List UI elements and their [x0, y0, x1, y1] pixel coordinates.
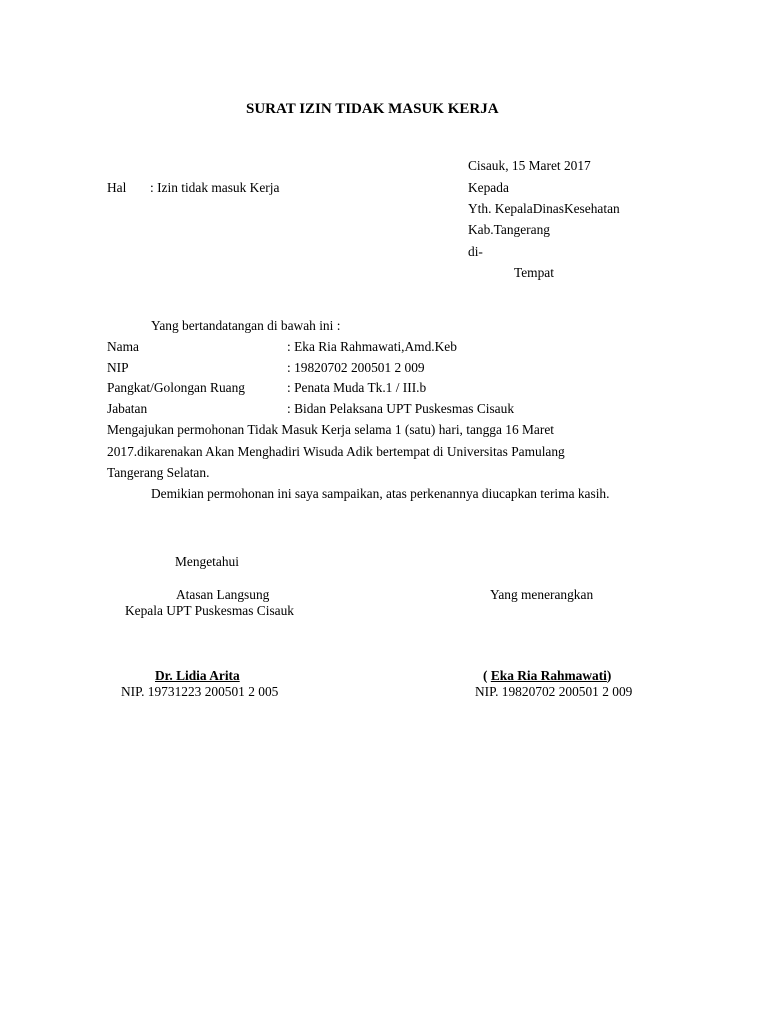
place-date: Cisauk, 15 Maret 2017 [468, 158, 591, 173]
right-name-text: Eka Ria Rahmawati [490, 668, 607, 683]
letter-title: SURAT IZIN TIDAK MASUK KERJA [246, 101, 499, 117]
recipient-to: Kepada [468, 180, 509, 195]
subject-value: : Izin tidak masuk Kerja [150, 180, 280, 195]
recipient-line-4: Tempat [514, 265, 554, 280]
field-value-nama: : Eka Ria Rahmawati,Amd.Keb [287, 339, 457, 354]
right-signer-nip: NIP. 19820702 200501 2 009 [475, 684, 633, 699]
left-role-1: Atasan Langsung [176, 587, 270, 602]
field-label-nama: Nama [107, 339, 139, 354]
field-label-pangkat: Pangkat/Golongan Ruang [107, 380, 245, 395]
right-role: Yang menerangkan [490, 587, 594, 602]
field-value-pangkat: : Penata Muda Tk.1 / III.b [287, 380, 427, 395]
body-line-1: Mengajukan permohonan Tidak Masuk Kerja selama 1 (satu) hari, tangga 16 Maret [107, 422, 554, 437]
right-name-open: ( [483, 668, 491, 683]
left-signer-name: Dr. Lidia Arita [155, 668, 240, 683]
right-signer-name [483, 669, 611, 682]
closing-text: Demikian permohonan ini saya sampaikan, atas perkenannya diucapkan terima kasih. [151, 486, 610, 501]
body-line-3: Tangerang Selatan. [107, 465, 210, 480]
recipient-line-3: di- [468, 244, 483, 259]
right-name-close: ) [606, 668, 612, 683]
subject-label: Hal [107, 180, 127, 195]
left-signer-nip: NIP. 19731223 200501 2 005 [121, 684, 279, 699]
field-value-nip: : 19820702 200501 2 009 [287, 360, 425, 375]
recipient-line-1: Yth. KepalaDinasKesehatan [468, 201, 620, 216]
body-line-2: 2017.dikarenakan Akan Menghadiri Wisuda Adik bertempat di Universitas Pamulang [107, 444, 565, 459]
field-label-jabatan: Jabatan [107, 401, 148, 416]
field-label-nip: NIP [107, 360, 129, 375]
left-role-2: Kepala UPT Puskesmas Cisauk [125, 603, 294, 618]
acknowledged-label: Mengetahui [175, 554, 239, 569]
field-value-jabatan: : Bidan Pelaksana UPT Puskesmas Cisauk [287, 401, 515, 416]
intro-text: Yang bertandatangan di bawah ini : [151, 318, 341, 333]
recipient-line-2: Kab.Tangerang [468, 222, 550, 237]
